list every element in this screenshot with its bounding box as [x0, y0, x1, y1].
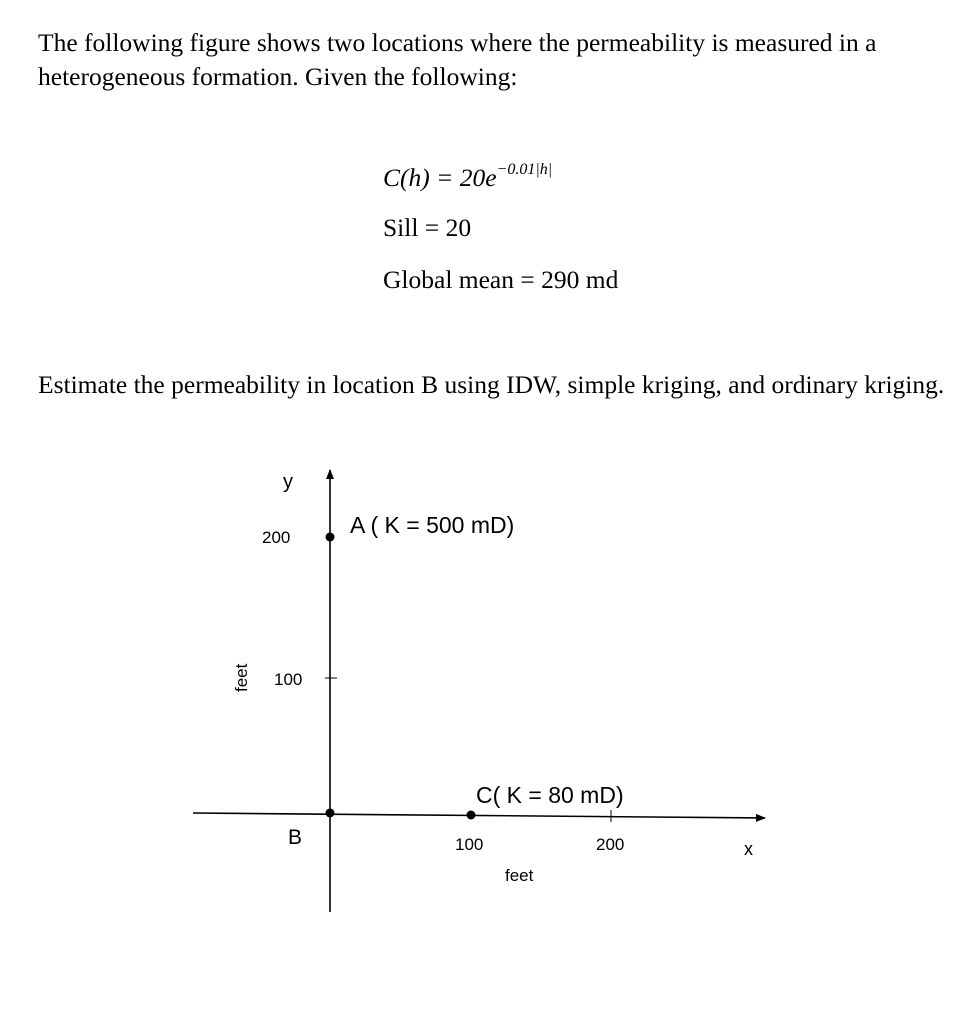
point-a-marker — [326, 533, 335, 542]
point-c-label: C( K = 80 mD) — [476, 782, 624, 808]
point-c-marker — [467, 811, 476, 820]
x-axis-line — [193, 813, 765, 818]
y-tick-label-100: 100 — [274, 670, 303, 689]
x-unit-label: feet — [505, 866, 534, 885]
global-mean-equation: Global mean = 290 md — [383, 265, 619, 294]
x-tick-label-200: 200 — [596, 835, 625, 854]
y-unit-label: feet — [232, 663, 251, 692]
y-axis-label: y — [283, 471, 293, 493]
question-paragraph: Estimate the permeability in location B using IDW, simple kriging, and ordinary kriging. — [38, 370, 945, 399]
point-b-marker — [326, 809, 335, 818]
sill-equation: Sill = 20 — [383, 213, 472, 242]
x-axis-label: x — [744, 839, 753, 859]
intro-paragraph: The following figure shows two locations where the permeability is measured in a heterogeneous formation. Given the following: — [38, 28, 877, 91]
covariance-exponent: −0.01|h| — [496, 161, 553, 178]
x-tick-label-100: 100 — [455, 835, 484, 854]
covariance-lhs: C(h) = 20e — [383, 163, 497, 192]
point-a-label: A ( K = 500 mD) — [350, 512, 515, 538]
y-tick-label-200: 200 — [262, 528, 291, 547]
point-b-label: B — [288, 826, 303, 849]
